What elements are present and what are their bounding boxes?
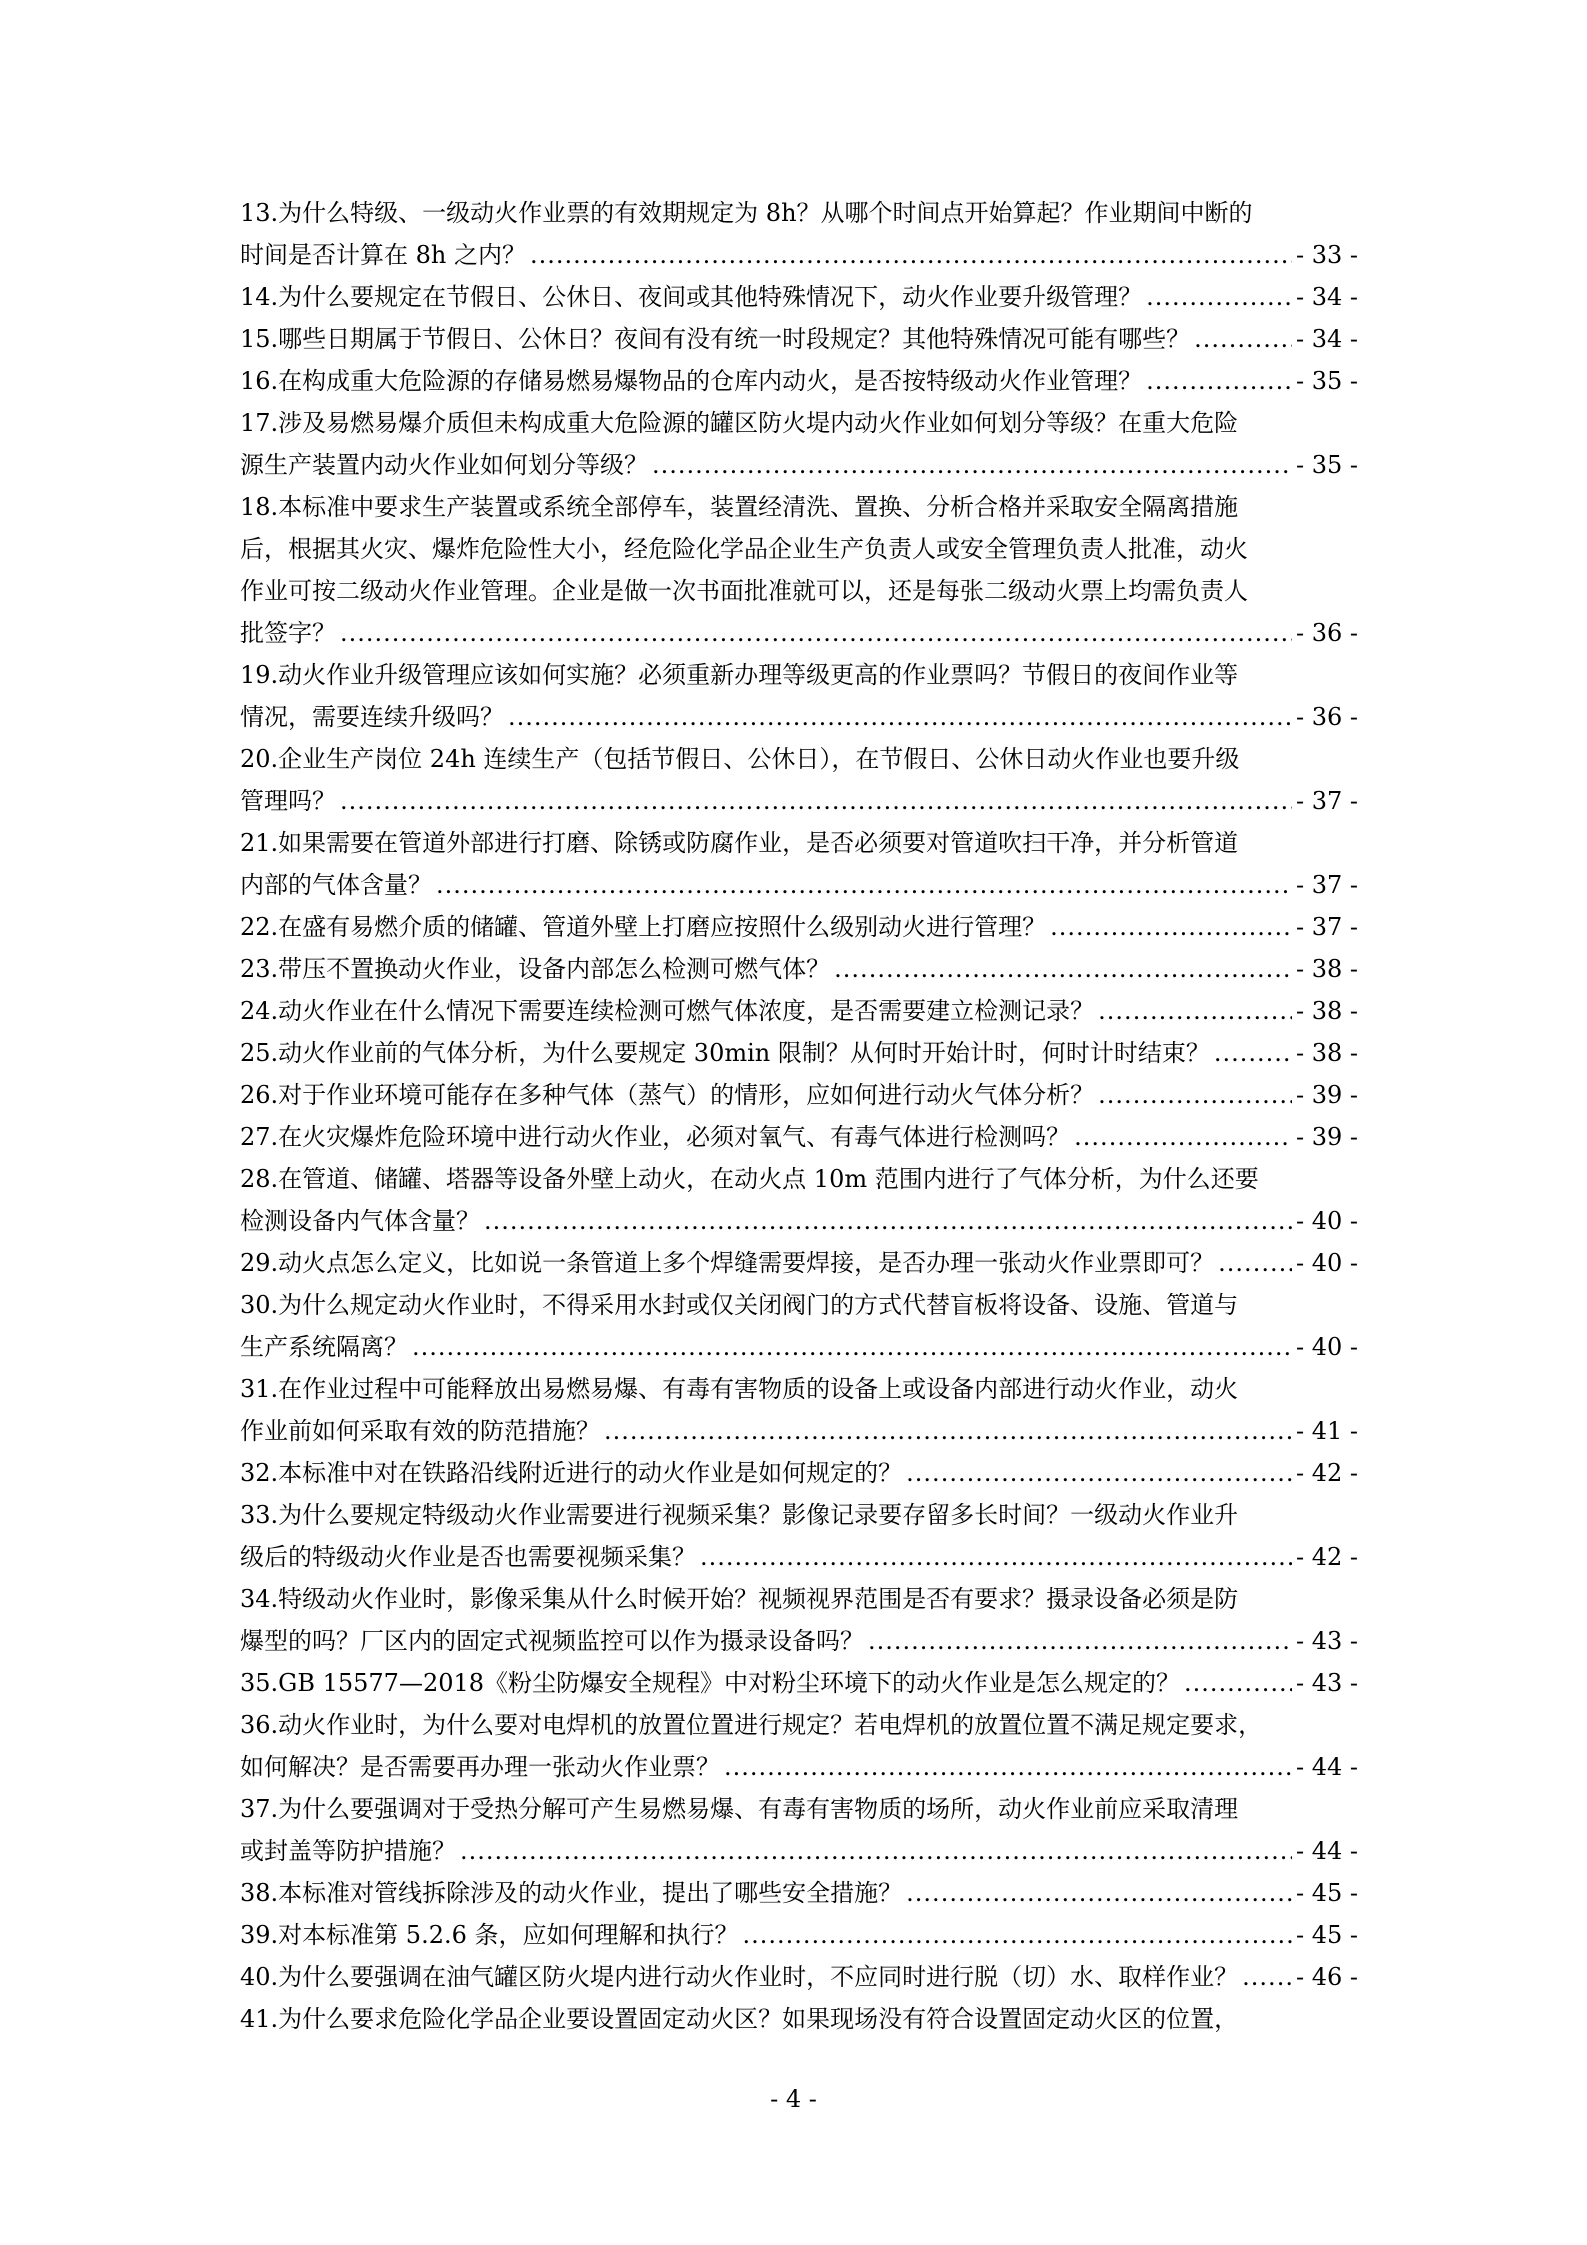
toc-entry-line — [240, 1830, 1358, 1872]
toc-entry-line — [240, 360, 1358, 402]
toc-leader-dots — [1098, 1074, 1292, 1116]
toc-entry-line — [240, 864, 1358, 906]
toc-entry-line — [240, 528, 1358, 570]
toc-entry-text: 35.GB 15577—2018《粉尘防爆安全规程》中对粉尘环境下的动火作业是怎么规定的？ — [240, 1669, 1181, 1697]
toc-entry-line — [240, 486, 1358, 528]
toc-leader-dots — [652, 444, 1292, 486]
toc-leader-dots — [743, 1914, 1292, 1956]
toc-entry-line — [240, 906, 1358, 948]
toc-entry[interactable] — [240, 1284, 1358, 1368]
toc-entry-text: 级后的特级动火作业是否也需要视频采集？ — [240, 1543, 696, 1571]
toc-entry-text: 27.在火灾爆炸危险环境中进行动火作业，必须对氧气、有毒气体进行检测吗？ — [240, 1123, 1071, 1151]
toc-entry[interactable] — [240, 948, 1358, 990]
toc-entry[interactable] — [240, 1074, 1358, 1116]
toc-entry-line — [240, 1788, 1358, 1830]
toc-entry-line — [240, 276, 1358, 318]
toc-page-number: - 34 - — [1295, 283, 1358, 311]
toc-entry-line — [240, 570, 1358, 612]
toc-entry-text: 39.对本标准第 5.2.6 条，应如何理解和执行？ — [240, 1921, 739, 1949]
toc-entry[interactable] — [240, 1368, 1358, 1452]
toc-leader-dots — [1214, 1032, 1292, 1074]
toc-entry-text: 作业前如何采取有效的防范措施？ — [240, 1417, 600, 1445]
toc-entry[interactable] — [240, 1032, 1358, 1074]
toc-entry-text: 32.本标准中对在铁路沿线附近进行的动火作业是如何规定的？ — [240, 1459, 903, 1487]
toc-entry-line — [240, 1242, 1358, 1284]
toc-entry-text: 后，根据其火灾、爆炸危险性大小，经危险化学品企业生产负责人或安全管理负责人批准，动火 — [240, 535, 1248, 563]
toc-page-number: - 41 - — [1295, 1417, 1358, 1445]
toc-entry-line — [240, 1578, 1358, 1620]
toc-entry[interactable] — [240, 1116, 1358, 1158]
toc-entry-line — [240, 1494, 1358, 1536]
toc-entry-text: 批签字？ — [240, 619, 336, 647]
toc-entry-text: 如何解决？是否需要再办理一张动火作业票？ — [240, 1753, 720, 1781]
toc-entry-line — [240, 1746, 1358, 1788]
toc-page-number: - 38 - — [1295, 955, 1358, 983]
toc-entry[interactable] — [240, 1872, 1358, 1914]
toc-entry[interactable] — [240, 1788, 1358, 1872]
toc-entry-text: 31.在作业过程中可能释放出易燃易爆、有毒有害物质的设备上或设备内部进行动火作业，动火 — [240, 1375, 1239, 1403]
toc-entry-text: 生产系统隔离？ — [240, 1333, 408, 1361]
toc-leader-dots — [1146, 360, 1292, 402]
toc-entry-text: 33.为什么要规定特级动火作业需要进行视频采集？影像记录要存留多长时间？一级动火作业升 — [240, 1501, 1239, 1529]
toc-entry[interactable] — [240, 990, 1358, 1032]
toc-entry-line — [240, 444, 1358, 486]
toc-entry-line — [240, 1410, 1358, 1452]
toc-page-number: - 39 - — [1295, 1081, 1358, 1109]
toc-entry-line — [240, 1200, 1358, 1242]
toc-leader-dots — [906, 1872, 1292, 1914]
toc-entry-text: 检测设备内气体含量？ — [240, 1207, 480, 1235]
toc-page-number: - 42 - — [1295, 1543, 1358, 1571]
toc-entry-line — [240, 990, 1358, 1032]
toc-page-number: - 36 - — [1295, 619, 1358, 647]
toc-page-number: - 36 - — [1295, 703, 1358, 731]
toc-entry[interactable] — [240, 1704, 1358, 1788]
toc-leader-dots — [1050, 906, 1292, 948]
toc-page-number: - 43 - — [1295, 1669, 1358, 1697]
toc-entry-line — [240, 696, 1358, 738]
toc-entry-line — [240, 612, 1358, 654]
toc-entry-text: 25.动火作业前的气体分析，为什么要规定 30min 限制？从何时开始计时，何时计时结束？ — [240, 1039, 1210, 1067]
toc-entry-line — [240, 780, 1358, 822]
toc-entry-line — [240, 1914, 1358, 1956]
toc-entry-line — [240, 654, 1358, 696]
toc-entry[interactable] — [240, 1998, 1358, 2040]
toc-leader-dots — [1074, 1116, 1292, 1158]
toc-page-number: - 40 - — [1295, 1333, 1358, 1361]
toc-page-number: - 35 - — [1295, 451, 1358, 479]
toc-entry-line — [240, 1074, 1358, 1116]
toc-entry-text: 38.本标准对管线拆除涉及的动火作业，提出了哪些安全措施？ — [240, 1879, 903, 1907]
toc-entry[interactable] — [240, 1158, 1358, 1242]
toc-entry[interactable] — [240, 1914, 1358, 1956]
toc-leader-dots — [1242, 1956, 1292, 1998]
toc-entry[interactable] — [240, 318, 1358, 360]
toc-page-number: - 33 - — [1295, 241, 1358, 269]
toc-entry-line — [240, 1452, 1358, 1494]
page-number: - 4 - — [770, 2085, 817, 2113]
toc-entry-line — [240, 1326, 1358, 1368]
toc-entry-text: 37.为什么要强调对于受热分解可产生易燃易爆、有毒有害物质的场所，动火作业前应采取清理 — [240, 1795, 1239, 1823]
toc-entry-line — [240, 1284, 1358, 1326]
toc-entry[interactable] — [240, 1662, 1358, 1704]
toc-leader-dots — [1184, 1662, 1292, 1704]
toc-entry-line — [240, 1998, 1358, 2040]
toc-page-number: - 37 - — [1295, 787, 1358, 815]
toc-entry-line — [240, 822, 1358, 864]
toc-leader-dots — [1218, 1242, 1292, 1284]
toc-entry-text: 13.为什么特级、一级动火作业票的有效期规定为 8h？从哪个时间点开始算起？作业期间中断的 — [240, 199, 1253, 227]
toc-page-number: - 45 - — [1295, 1879, 1358, 1907]
toc-entry-text: 20.企业生产岗位 24h 连续生产（包括节假日、公休日），在节假日、公休日动火作业也要升级 — [240, 745, 1240, 773]
toc-entry-text: 源生产装置内动火作业如何划分等级？ — [240, 451, 648, 479]
toc-entry[interactable] — [240, 402, 1358, 486]
toc-page-number: - 44 - — [1295, 1753, 1358, 1781]
toc-page-number: - 40 - — [1295, 1249, 1358, 1277]
toc-entry-text: 管理吗？ — [240, 787, 336, 815]
toc-leader-dots — [340, 612, 1292, 654]
toc-entry-text: 28.在管道、储罐、塔器等设备外壁上动火，在动火点 10m 范围内进行了气体分析，为什么还要 — [240, 1165, 1259, 1193]
toc-leader-dots — [724, 1746, 1292, 1788]
toc-leader-dots — [508, 696, 1292, 738]
toc-page-number: - 46 - — [1295, 1963, 1358, 1991]
toc-entry-text: 内部的气体含量？ — [240, 871, 432, 899]
toc-page-number: - 44 - — [1295, 1837, 1358, 1865]
toc-entry-line — [240, 1956, 1358, 1998]
toc-entry-text: 15.哪些日期属于节假日、公休日？夜间有没有统一时段规定？其他特殊情况可能有哪些？ — [240, 325, 1191, 353]
toc-page-number: - 43 - — [1295, 1627, 1358, 1655]
toc-entry[interactable] — [240, 1452, 1358, 1494]
toc-entry-line — [240, 1704, 1358, 1746]
toc-entry-text: 14.为什么要规定在节假日、公休日、夜间或其他特殊情况下，动火作业要升级管理？ — [240, 283, 1143, 311]
toc-entry-line — [240, 1032, 1358, 1074]
toc-entry-text: 24.动火作业在什么情况下需要连续检测可燃气体浓度，是否需要建立检测记录？ — [240, 997, 1095, 1025]
toc-entry-text: 19.动火作业升级管理应该如何实施？必须重新办理等级更高的作业票吗？节假日的夜间作业等 — [240, 661, 1239, 689]
toc-leader-dots — [1146, 276, 1292, 318]
toc-entry-line — [240, 1158, 1358, 1200]
toc-page-number: - 35 - — [1295, 367, 1358, 395]
toc-entry-line — [240, 402, 1358, 444]
toc-page-number: - 34 - — [1295, 325, 1358, 353]
toc-entry-line — [240, 1662, 1358, 1704]
toc-entry-text: 情况，需要连续升级吗？ — [240, 703, 504, 731]
toc-entry-text: 30.为什么规定动火作业时，不得采用水封或仅关闭阀门的方式代替盲板将设备、设施、管道与 — [240, 1291, 1239, 1319]
toc-entry[interactable] — [240, 276, 1358, 318]
toc-entry-line — [240, 1116, 1358, 1158]
toc-leader-dots — [834, 948, 1292, 990]
toc-entry-text: 16.在构成重大危险源的存储易燃易爆物品的仓库内动火，是否按特级动火作业管理？ — [240, 367, 1143, 395]
toc-entry-text: 23.带压不置换动火作业，设备内部怎么检测可燃气体？ — [240, 955, 831, 983]
toc-entry[interactable] — [240, 1578, 1358, 1662]
toc-page-number: - 45 - — [1295, 1921, 1358, 1949]
toc-entry-line — [240, 234, 1358, 276]
toc-page-number: - 37 - — [1295, 913, 1358, 941]
toc-entry-line — [240, 738, 1358, 780]
toc-leader-dots — [604, 1410, 1292, 1452]
toc-leader-dots — [868, 1620, 1292, 1662]
toc-entry-text: 时间是否计算在 8h 之内？ — [240, 241, 526, 269]
toc-entry-text: 18.本标准中要求生产装置或系统全部停车，装置经清洗、置换、分析合格并采取安全隔离措施 — [240, 493, 1239, 521]
toc-entry[interactable] — [240, 906, 1358, 948]
toc-leader-dots — [484, 1200, 1292, 1242]
toc-entry-text: 或封盖等防护措施？ — [240, 1837, 456, 1865]
toc-entry-line — [240, 1620, 1358, 1662]
toc-leader-dots — [1098, 990, 1292, 1032]
toc-page-number: - 38 - — [1295, 1039, 1358, 1067]
toc-leader-dots — [436, 864, 1292, 906]
toc-entry[interactable] — [240, 738, 1358, 822]
toc-page-number: - 42 - — [1295, 1459, 1358, 1487]
toc-page-number: - 39 - — [1295, 1123, 1358, 1151]
toc-entry-text: 21.如果需要在管道外部进行打磨、除锈或防腐作业，是否必须要对管道吹扫干净，并分析管道 — [240, 829, 1239, 857]
toc-leader-dots — [340, 780, 1292, 822]
toc-entry[interactable] — [240, 1956, 1358, 1998]
toc-entry-text: 作业可按二级动火作业管理。企业是做一次书面批准就可以，还是每张二级动火票上均需负责人 — [240, 577, 1248, 605]
toc-entry-line — [240, 192, 1358, 234]
toc-entry-text: 爆型的吗？厂区内的固定式视频监控可以作为摄录设备吗？ — [240, 1627, 864, 1655]
toc-entry-text: 36.动火作业时，为什么要对电焊机的放置位置进行规定？若电焊机的放置位置不满足规定要求， — [240, 1711, 1263, 1739]
toc-entry-line — [240, 948, 1358, 990]
toc-entry-text: 26.对于作业环境可能存在多种气体（蒸气）的情形，应如何进行动火气体分析？ — [240, 1081, 1095, 1109]
toc-entry-line — [240, 1368, 1358, 1410]
toc-entry[interactable] — [240, 822, 1358, 906]
toc-leader-dots — [906, 1452, 1292, 1494]
toc-entry[interactable] — [240, 654, 1358, 738]
toc-entry[interactable] — [240, 192, 1358, 276]
toc-leader-dots — [530, 234, 1292, 276]
toc-leader-dots — [1194, 318, 1292, 360]
toc-entry[interactable] — [240, 486, 1358, 654]
toc-leader-dots — [460, 1830, 1292, 1872]
toc-entry-text: 40.为什么要强调在油气罐区防火堤内进行动火作业时，不应同时进行脱（切）水、取样作业？ — [240, 1963, 1239, 1991]
toc-entry-line — [240, 1536, 1358, 1578]
toc-page-number: - 40 - — [1295, 1207, 1358, 1235]
toc-page-number: - 37 - — [1295, 871, 1358, 899]
table-of-contents — [240, 192, 1358, 2040]
toc-entry-text: 29.动火点怎么定义，比如说一条管道上多个焊缝需要焊接，是否办理一张动火作业票即可？ — [240, 1249, 1215, 1277]
toc-page-number: - 38 - — [1295, 997, 1358, 1025]
toc-entry[interactable] — [240, 1242, 1358, 1284]
toc-entry-text: 22.在盛有易燃介质的储罐、管道外壁上打磨应按照什么级别动火进行管理？ — [240, 913, 1047, 941]
toc-leader-dots — [412, 1326, 1292, 1368]
toc-entry-line — [240, 318, 1358, 360]
toc-leader-dots — [700, 1536, 1292, 1578]
toc-entry-text: 41.为什么要求危险化学品企业要设置固定动火区？如果现场没有符合设置固定动火区的位置， — [240, 2005, 1239, 2033]
toc-entry[interactable] — [240, 1494, 1358, 1578]
toc-entry-text: 34.特级动火作业时，影像采集从什么时候开始？视频视界范围是否有要求？摄录设备必须是防 — [240, 1585, 1239, 1613]
toc-entry-line — [240, 1872, 1358, 1914]
toc-entry-text: 17.涉及易燃易爆介质但未构成重大危险源的罐区防火堤内动火作业如何划分等级？在重大危险 — [240, 409, 1239, 437]
toc-entry[interactable] — [240, 360, 1358, 402]
